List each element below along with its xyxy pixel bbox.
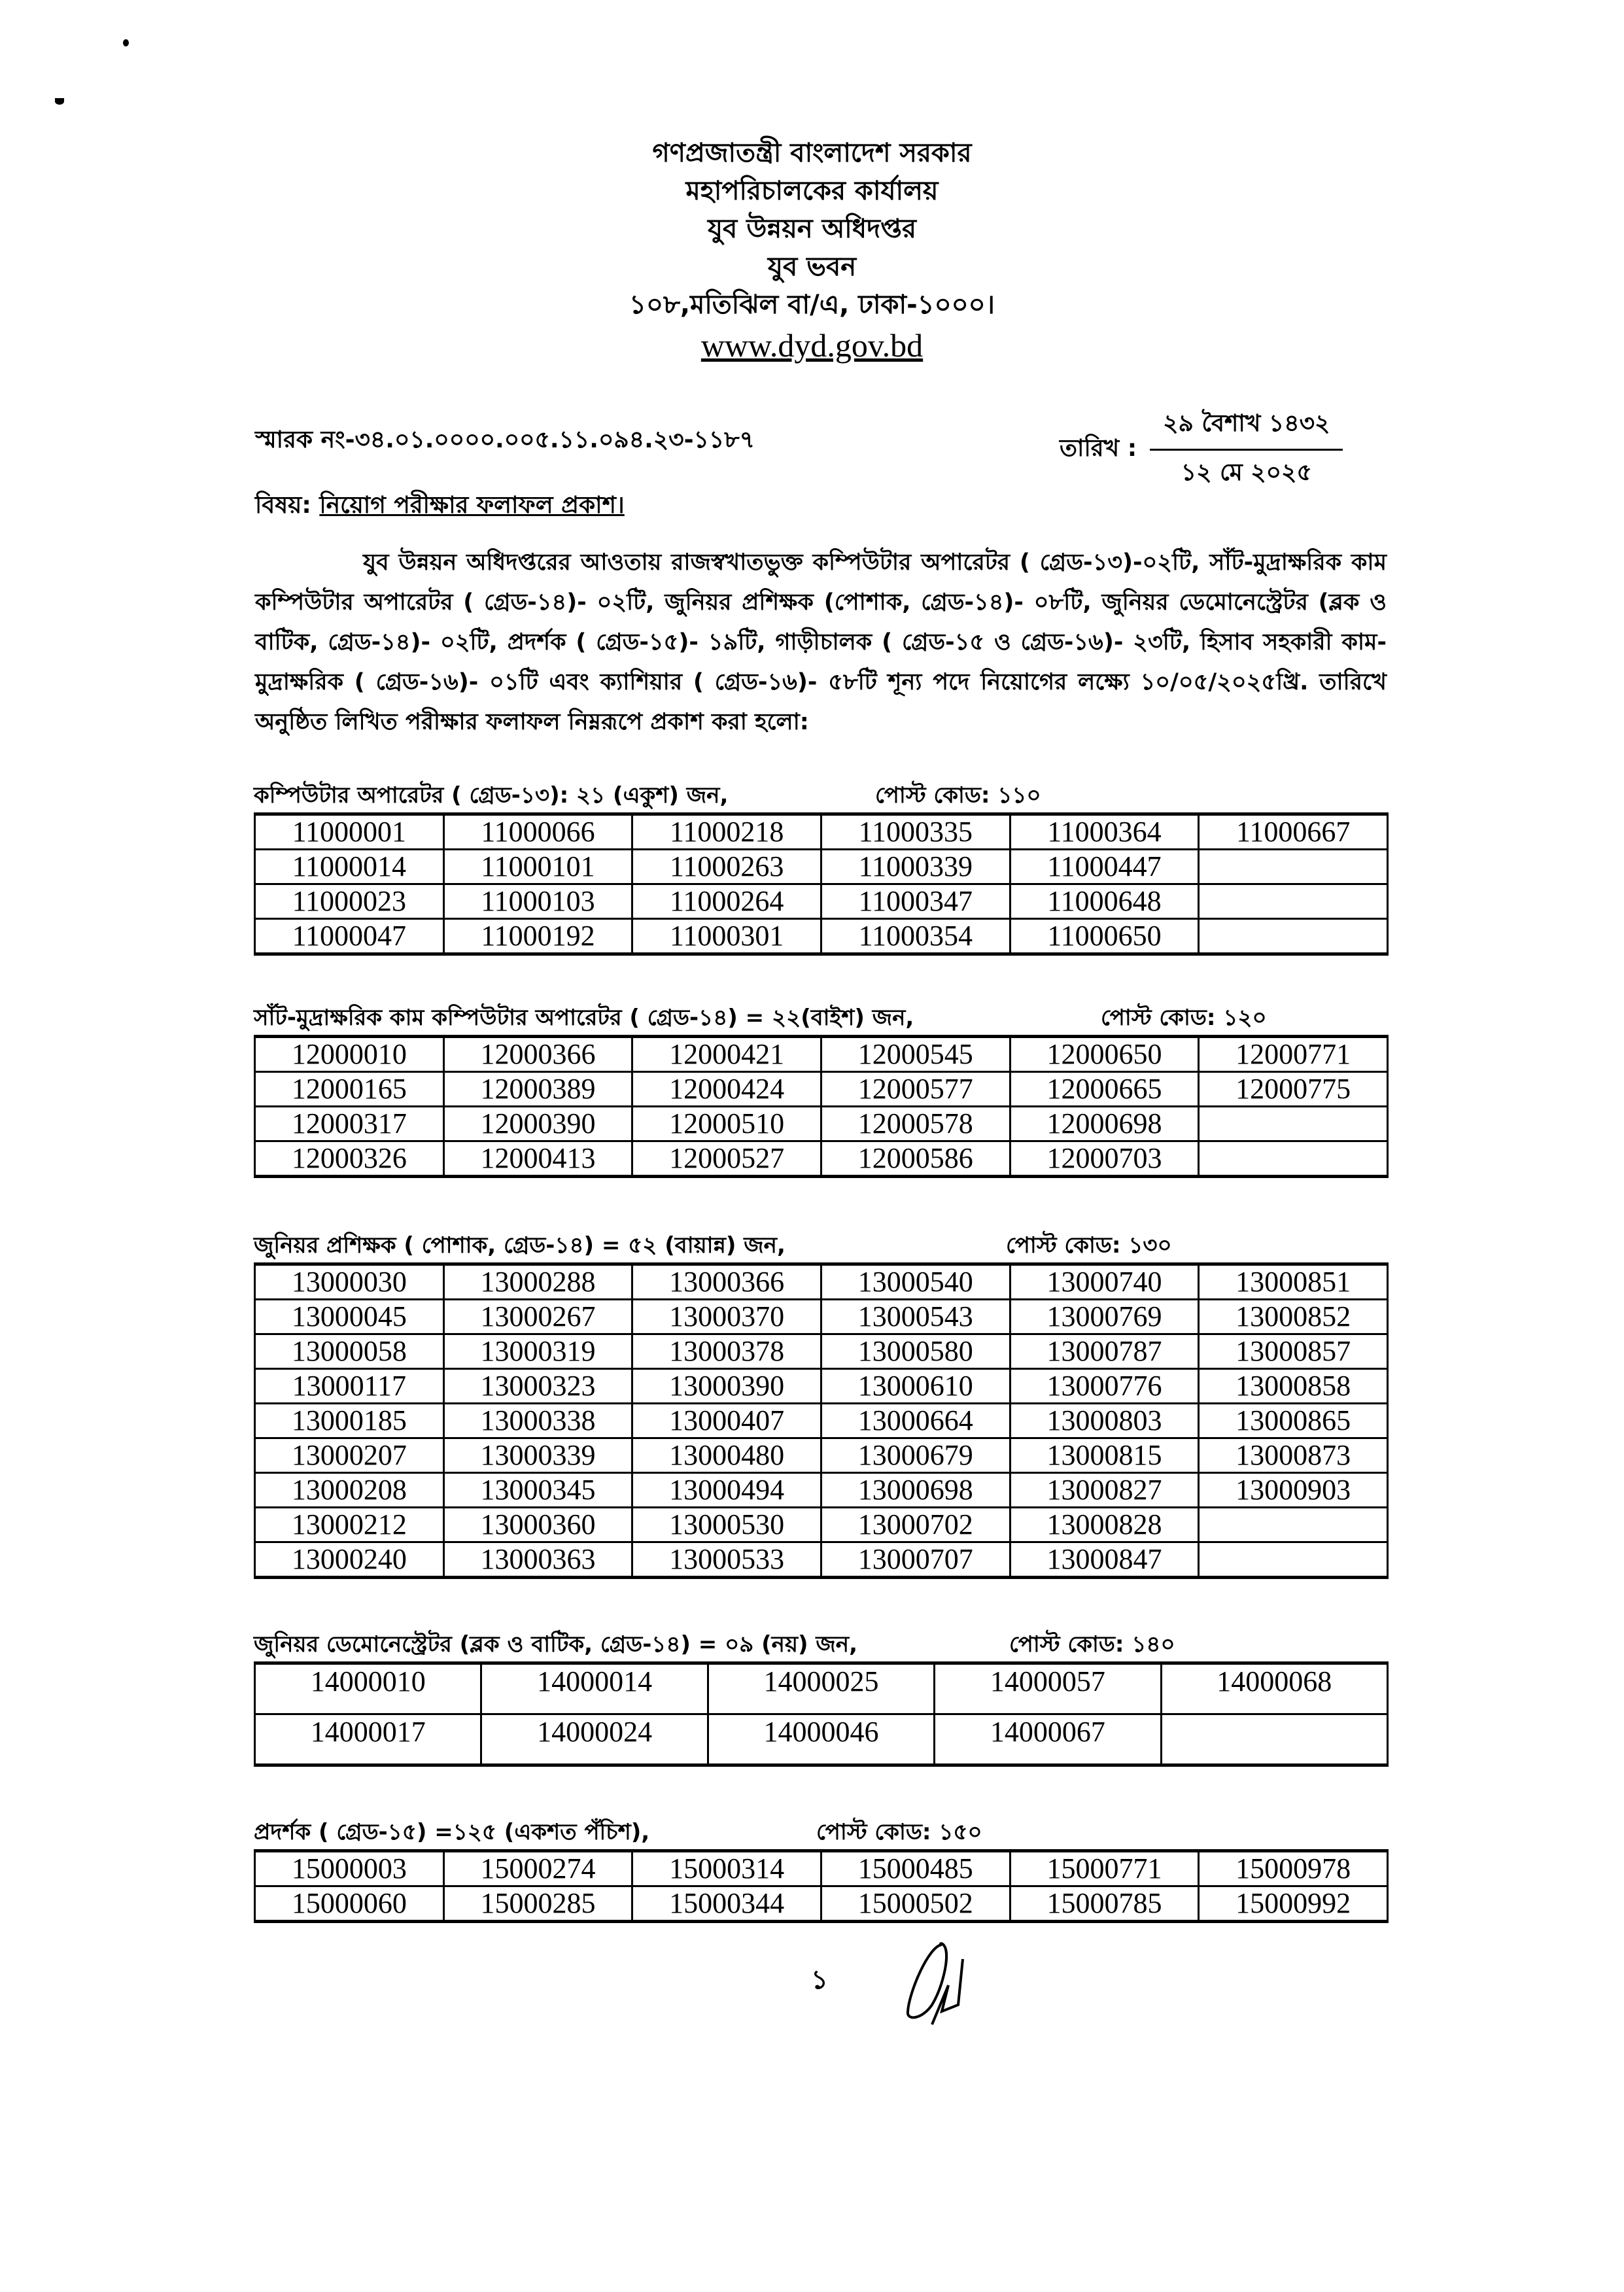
roll-number-cell: 11000264	[632, 884, 821, 919]
roll-number-cell: 13000828	[1010, 1508, 1199, 1542]
table-row	[255, 1714, 1388, 1765]
roll-number-cell: 11000364	[1010, 814, 1199, 850]
roll-number-cell: 14000024	[481, 1714, 708, 1765]
table-row	[255, 1141, 1388, 1177]
table-row	[255, 1264, 1388, 1300]
roll-number-cell: 13000208	[255, 1473, 444, 1508]
roll-number-cell: 13000480	[632, 1438, 821, 1473]
roll-number-cell: 13000851	[1199, 1264, 1388, 1300]
roll-number-cell: 13000494	[632, 1473, 821, 1508]
roll-number-cell: 11000667	[1199, 814, 1388, 850]
roll-number-cell	[1161, 1714, 1387, 1765]
roll-number-cell	[1199, 1508, 1388, 1542]
section-title	[254, 1627, 1389, 1661]
roll-number-cell: 11000023	[255, 884, 444, 919]
roll-number-cell: 13000360	[443, 1508, 632, 1542]
table-row	[255, 814, 1388, 850]
roll-number-cell: 13000185	[255, 1404, 444, 1438]
roll-number-cell: 12000326	[255, 1141, 444, 1177]
roll-number-cell: 12000578	[821, 1107, 1010, 1141]
roll-number-cell: 15000314	[632, 1851, 821, 1886]
roll-number-cell: 13000366	[632, 1264, 821, 1300]
roll-number-cell: 11000047	[255, 919, 444, 954]
section-title	[254, 778, 1389, 812]
roll-number-cell: 12000510	[632, 1107, 821, 1141]
section-title	[254, 1228, 1389, 1262]
table-row	[255, 1886, 1388, 1922]
roll-number-cell: 15000785	[1010, 1886, 1199, 1922]
signature	[903, 1939, 981, 2034]
roll-number-cell: 13000702	[821, 1508, 1010, 1542]
roll-number-cell: 13000045	[255, 1300, 444, 1334]
roll-number-cell: 15000060	[255, 1886, 444, 1922]
scan-speck	[55, 98, 64, 105]
table-row	[255, 1404, 1388, 1438]
roll-number-cell: 12000165	[255, 1072, 444, 1107]
result-section-junior-demonstrator	[254, 1627, 1389, 1767]
roll-number-cell: 13000030	[255, 1264, 444, 1300]
roll-number-cell: 12000665	[1010, 1072, 1199, 1107]
roll-number-cell: 13000740	[1010, 1264, 1199, 1300]
roll-number-cell: 12000698	[1010, 1107, 1199, 1141]
table-row	[255, 850, 1388, 884]
roll-number-cell: 13000852	[1199, 1300, 1388, 1334]
roll-number-cell: 11000447	[1010, 850, 1199, 884]
roll-number-cell: 12000390	[443, 1107, 632, 1141]
roll-number-cell: 13000240	[255, 1542, 444, 1578]
roll-number-cell: 13000530	[632, 1508, 821, 1542]
roll-number-cell: 14000057	[935, 1663, 1161, 1714]
table-row	[255, 1369, 1388, 1404]
roll-number-cell: 13000903	[1199, 1473, 1388, 1508]
section-title	[254, 1815, 1389, 1849]
roll-number-cell: 15000485	[821, 1851, 1010, 1886]
table-row	[255, 1663, 1388, 1714]
roll-number-cell: 15000978	[1199, 1851, 1388, 1886]
date-fraction	[1150, 406, 1343, 494]
roll-number-cell: 15000344	[632, 1886, 821, 1922]
table-row	[255, 1300, 1388, 1334]
letterhead	[0, 134, 1624, 367]
table-row	[255, 1438, 1388, 1473]
roll-number-cell: 14000017	[255, 1714, 481, 1765]
roll-number-cell: 12000389	[443, 1072, 632, 1107]
roll-number-cell: 11000648	[1010, 884, 1199, 919]
roll-number-cell: 13000847	[1010, 1542, 1199, 1578]
office-name: মহাপরিচালকের কার্যালয়	[685, 176, 939, 206]
table-row	[255, 1037, 1388, 1072]
table-row	[255, 1334, 1388, 1369]
roll-number-cell: 13000580	[821, 1334, 1010, 1369]
roll-number-cell: 11000354	[821, 919, 1010, 954]
table-row	[255, 919, 1388, 954]
roll-number-cell: 11000650	[1010, 919, 1199, 954]
section-heading: প্রদর্শক ( গ্রেড-১৫) =১২৫ (একশত পঁচিশ),	[254, 1819, 650, 1845]
roll-number-cell: 14000067	[935, 1714, 1161, 1765]
scan-speck	[123, 39, 129, 46]
section-heading: সাঁট-মুদ্রাক্ষরিক কাম কম্পিউটার অপারেটর ( গ্রেড-১৪) = ২২(বাইশ) জন,	[254, 1005, 914, 1031]
roll-number-cell: 13000787	[1010, 1334, 1199, 1369]
roll-number-cell: 12000421	[632, 1037, 821, 1072]
roll-number-cell: 15000771	[1010, 1851, 1199, 1886]
roll-number-cell: 13000323	[443, 1369, 632, 1404]
roll-number-cell: 13000815	[1010, 1438, 1199, 1473]
roll-number-cell: 13000407	[632, 1404, 821, 1438]
roll-number-cell: 13000319	[443, 1334, 632, 1369]
roll-number-cell: 13000345	[443, 1473, 632, 1508]
roll-number-cell: 13000827	[1010, 1473, 1199, 1508]
roll-number-cell: 13000212	[255, 1508, 444, 1542]
roll-number-cell: 12000424	[632, 1072, 821, 1107]
table-row	[255, 1508, 1388, 1542]
subject-label: বিষয়:	[255, 492, 311, 519]
table-row	[255, 1107, 1388, 1141]
page-number: ১	[811, 1965, 828, 1995]
building-name: যুব ভবন	[767, 252, 857, 282]
roll-number-cell: 11000192	[443, 919, 632, 954]
roll-number-cell	[1199, 1107, 1388, 1141]
government-name: গণপ্রজাতন্ত্রী বাংলাদেশ সরকার	[652, 138, 972, 168]
results-table	[254, 1262, 1389, 1579]
roll-number-cell: 12000771	[1199, 1037, 1388, 1072]
roll-number-cell: 11000066	[443, 814, 632, 850]
roll-number-cell: 13000207	[255, 1438, 444, 1473]
roll-number-cell: 13000533	[632, 1542, 821, 1578]
roll-number-cell	[1199, 919, 1388, 954]
section-heading: জুনিয়র ডেমোনেস্ট্রেটর (ব্লক ও বাটিক, গ্রেড-১৪) = ০৯ (নয়) জন,	[254, 1631, 858, 1658]
roll-number-cell: 12000545	[821, 1037, 1010, 1072]
subject-line	[255, 487, 625, 527]
roll-number-cell: 13000543	[821, 1300, 1010, 1334]
post-code: পোস্ট কোড: ১১০	[875, 782, 1041, 808]
subject-text: নিয়োগ পরীক্ষার ফলাফল প্রকাশ।	[319, 492, 625, 519]
roll-number-cell: 13000769	[1010, 1300, 1199, 1334]
roll-number-cell: 11000101	[443, 850, 632, 884]
roll-number-cell: 12000366	[443, 1037, 632, 1072]
roll-number-cell: 11000335	[821, 814, 1010, 850]
roll-number-cell: 13000865	[1199, 1404, 1388, 1438]
roll-number-cell: 13000363	[443, 1542, 632, 1578]
table-row	[255, 1851, 1388, 1886]
roll-number-cell: 13000698	[821, 1473, 1010, 1508]
roll-number-cell: 11000339	[821, 850, 1010, 884]
roll-number-cell: 13000288	[443, 1264, 632, 1300]
post-code: পোস্ট কোড: ১২০	[1101, 1005, 1267, 1031]
roll-number-cell: 13000390	[632, 1369, 821, 1404]
roll-number-cell: 13000610	[821, 1369, 1010, 1404]
roll-number-cell: 15000502	[821, 1886, 1010, 1922]
table-row	[255, 1072, 1388, 1107]
roll-number-cell: 14000010	[255, 1663, 481, 1714]
post-code: পোস্ট কোড: ১৩০	[1006, 1232, 1172, 1259]
roll-number-cell: 13000540	[821, 1264, 1010, 1300]
post-code: পোস্ট কোড: ১৫০	[816, 1819, 982, 1845]
results-table	[254, 1849, 1389, 1923]
table-row	[255, 884, 1388, 919]
roll-number-cell: 11000014	[255, 850, 444, 884]
result-section-stenographer	[254, 1001, 1389, 1178]
date-label: তারিখ :	[1060, 434, 1137, 462]
body-paragraph: যুব উন্নয়ন অধিদপ্তরের আওতায় রাজস্বখাতভুক্ত কম্পিউটার অপারেটর ( গ্রেড-১৩)-০২টি, সাঁট-মুদ্রাক্ষরিক কাম কম্পিউটার অপারেটর ( গ্রেড-১৪)- ০২টি, জুনিয়র প্রশিক্ষক (পোশাক, গ্রেড-১৪)- ০৮টি, জুনিয়র ডেমোনেস্ট্রেটর (ব্লক ও বাটিক, গ্রেড-১৪)- ০২টি, প্রদর্শক ( গ্রেড-১৫)- ১৯টি, গাড়ীচালক ( গ্রেড-১৫ ও গ্রেড-১৬)- ২৩টি, হিসাব সহকারী কাম-মুদ্রাক্ষরিক ( গ্রেড-১৬)- ০১টি এবং ক্যাশিয়ার ( গ্রেড-১৬)- ৫৮টি শূন্য পদে নিয়োগের লক্ষ্যে ১০/০৫/২০২৫খ্রি. তারিখে অনুষ্ঠিত লিখিত পরীক্ষার ফলাফল নিম্নরূপে প্রকাশ করা হলো:	[255, 549, 1387, 735]
roll-number-cell	[1199, 1542, 1388, 1578]
date-block	[1060, 406, 1343, 494]
roll-number-cell: 13000117	[255, 1369, 444, 1404]
website-link[interactable]: www.dyd.gov.bd	[700, 327, 924, 364]
roll-number-cell: 11000001	[255, 814, 444, 850]
roll-number-cell: 13000857	[1199, 1334, 1388, 1369]
roll-number-cell: 11000103	[443, 884, 632, 919]
roll-number-cell: 14000014	[481, 1663, 708, 1714]
roll-number-cell: 13000664	[821, 1404, 1010, 1438]
roll-number-cell: 12000527	[632, 1141, 821, 1177]
roll-number-cell: 11000347	[821, 884, 1010, 919]
roll-number-cell: 12000413	[443, 1141, 632, 1177]
roll-number-cell: 13000858	[1199, 1369, 1388, 1404]
table-row	[255, 1542, 1388, 1578]
roll-number-cell: 13000873	[1199, 1438, 1388, 1473]
roll-number-cell: 13000267	[443, 1300, 632, 1334]
roll-number-cell: 13000776	[1010, 1369, 1199, 1404]
roll-number-cell: 13000339	[443, 1438, 632, 1473]
results-table	[254, 812, 1389, 956]
roll-number-cell: 13000338	[443, 1404, 632, 1438]
date-bangla: ২৯ বৈশাখ ১৪৩২	[1150, 406, 1343, 451]
date-gregorian: ১২ মে ২০২৫	[1181, 459, 1312, 486]
post-code: পোস্ট কোড: ১৪০	[1009, 1631, 1175, 1658]
roll-number-cell: 12000317	[255, 1107, 444, 1141]
roll-number-cell: 13000707	[821, 1542, 1010, 1578]
roll-number-cell: 14000068	[1161, 1663, 1387, 1714]
section-title	[254, 1001, 1389, 1035]
roll-number-cell: 15000992	[1199, 1886, 1388, 1922]
roll-number-cell: 12000586	[821, 1141, 1010, 1177]
roll-number-cell: 11000301	[632, 919, 821, 954]
memo-reference: স্মারক নং-৩৪.০১.০০০০.০০৫.১১.০৯৪.২৩-১১৮৭	[255, 426, 755, 453]
roll-number-cell: 15000274	[443, 1851, 632, 1886]
roll-number-cell: 13000370	[632, 1300, 821, 1334]
roll-number-cell: 12000577	[821, 1072, 1010, 1107]
roll-number-cell: 14000046	[708, 1714, 934, 1765]
roll-number-cell: 11000263	[632, 850, 821, 884]
department-name: যুব উন্নয়ন অধিদপ্তর	[708, 214, 916, 244]
roll-number-cell: 12000703	[1010, 1141, 1199, 1177]
result-section-demonstrator	[254, 1815, 1389, 1923]
address: ১০৮,মতিঝিল বা/এ, ঢাকা-১০০০।	[629, 290, 995, 320]
roll-number-cell: 13000679	[821, 1438, 1010, 1473]
roll-number-cell: 15000003	[255, 1851, 444, 1886]
section-heading: কম্পিউটার অপারেটর ( গ্রেড-১৩): ২১ (একুশ) জন,	[254, 782, 729, 808]
roll-number-cell: 13000378	[632, 1334, 821, 1369]
roll-number-cell: 12000775	[1199, 1072, 1388, 1107]
results-table	[254, 1661, 1389, 1767]
table-row	[255, 1473, 1388, 1508]
roll-number-cell	[1199, 884, 1388, 919]
roll-number-cell	[1199, 850, 1388, 884]
section-heading: জুনিয়র প্রশিক্ষক ( পোশাক, গ্রেড-১৪) = ৫২ (বায়ান্ন) জন,	[254, 1232, 786, 1259]
roll-number-cell: 12000650	[1010, 1037, 1199, 1072]
results-table	[254, 1035, 1389, 1178]
roll-number-cell: 13000058	[255, 1334, 444, 1369]
result-section-computer-operator	[254, 778, 1389, 956]
roll-number-cell: 15000285	[443, 1886, 632, 1922]
result-section-junior-trainer	[254, 1228, 1389, 1579]
roll-number-cell: 14000025	[708, 1663, 934, 1714]
roll-number-cell	[1199, 1141, 1388, 1177]
roll-number-cell: 12000010	[255, 1037, 444, 1072]
roll-number-cell: 11000218	[632, 814, 821, 850]
roll-number-cell: 13000803	[1010, 1404, 1199, 1438]
